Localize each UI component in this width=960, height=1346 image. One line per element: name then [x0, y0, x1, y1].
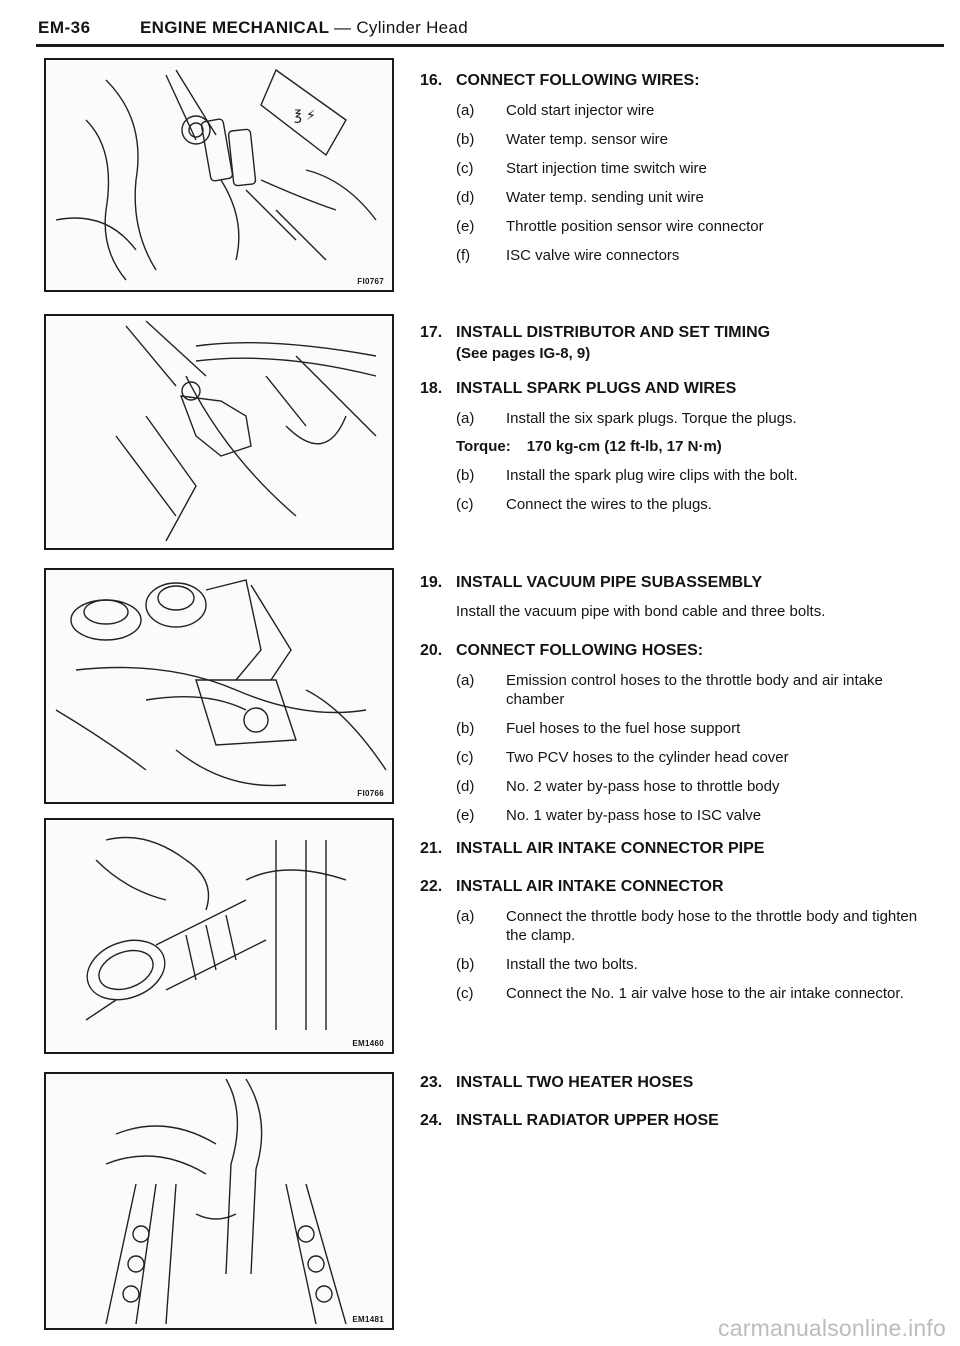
figure-air-intake	[44, 818, 394, 1054]
step-heading	[420, 640, 940, 661]
step-text: Install the vacuum pipe with bond cable and three bolts.	[456, 603, 826, 620]
list-item: (c) Connect the No. 1 air valve hose to the air intake connector.	[456, 985, 904, 1002]
list-item: (c) Two PCV hoses to the cylinder head cover	[456, 749, 789, 766]
list-item: (a) Install the six spark plugs. Torque the plugs.	[456, 410, 797, 427]
step-16	[420, 70, 940, 265]
figure-code: EM1481	[352, 1315, 384, 1324]
list-item: (b) Install the two bolts.	[456, 956, 638, 973]
list-item: (b) Fuel hoses to the fuel hose support	[456, 720, 741, 737]
page-number: EM-36	[38, 18, 91, 37]
figure-distributor	[44, 314, 394, 550]
step-number: 22.	[420, 878, 443, 895]
figure-code: EM1460	[352, 1039, 384, 1048]
step-title: INSTALL TWO HEATER HOSES	[456, 1074, 694, 1091]
step-title: INSTALL AIR INTAKE CONNECTOR	[456, 878, 724, 895]
step-22	[420, 876, 940, 1003]
step-number: 19.	[420, 574, 443, 591]
section-subtitle: — Cylinder Head	[334, 18, 468, 37]
figure-code: FI0767	[357, 277, 384, 286]
list-item: (a) Cold start injector wire	[456, 102, 655, 119]
step-number: 17.	[420, 324, 443, 341]
list-item: (e) Throttle position sensor wire connector	[456, 218, 764, 235]
torque-spec: Torque: 170 kg-cm (12 ft-lb, 17 N·m)	[456, 438, 722, 455]
step-24	[420, 1110, 940, 1131]
step-title: INSTALL RADIATOR UPPER HOSE	[456, 1112, 719, 1129]
step-number: 21.	[420, 840, 443, 857]
step-number: 24.	[420, 1112, 443, 1129]
step-title: INSTALL SPARK PLUGS AND WIRES	[456, 380, 737, 397]
list-item: (d) No. 2 water by-pass hose to throttle body	[456, 778, 780, 795]
step-heading	[420, 1110, 940, 1131]
step-21	[420, 838, 940, 859]
header-rule	[36, 44, 944, 47]
step-number: 23.	[420, 1074, 443, 1091]
heater-hose-illustration	[46, 1074, 392, 1328]
list-item: (b) Install the spark plug wire clips with the bolt.	[456, 467, 798, 484]
step-number: 16.	[420, 72, 443, 89]
distributor-hand-illustration	[46, 316, 392, 548]
step-heading	[420, 1072, 940, 1093]
figure-hose-pliers	[44, 568, 394, 804]
wire-connectors-illustration	[46, 60, 392, 290]
figure-code: FI0766	[357, 789, 384, 798]
air-intake-connector-illustration	[46, 820, 392, 1052]
step-title: INSTALL VACUUM PIPE SUBASSEMBLY	[456, 574, 763, 591]
figure-wire-connectors	[44, 58, 394, 292]
svg-text:℥ ⚡: ℥ ⚡	[294, 107, 316, 123]
figure-heater-hose	[44, 1072, 394, 1330]
step-20	[420, 640, 940, 825]
page-reference: (See pages IG-8, 9)	[456, 345, 591, 362]
list-item: (c) Start injection time switch wire	[456, 160, 707, 177]
step-18	[420, 378, 940, 514]
page-header	[0, 0, 960, 50]
list-item: (c) Connect the wires to the plugs.	[456, 496, 712, 513]
step-heading	[420, 572, 940, 593]
step-title: CONNECT FOLLOWING WIRES:	[456, 72, 700, 89]
step-title: CONNECT FOLLOWING HOSES:	[456, 642, 704, 659]
hose-clamp-pliers-illustration	[46, 570, 392, 802]
list-item: (e) No. 1 water by-pass hose to ISC valve	[456, 807, 762, 824]
step-heading	[420, 322, 940, 364]
step-number: 20.	[420, 642, 443, 659]
list-item: (d) Water temp. sending unit wire	[456, 189, 704, 206]
step-heading	[420, 70, 940, 91]
list-item: (f) ISC valve wire connectors	[456, 247, 680, 264]
step-heading	[420, 838, 940, 859]
list-item: (a) Emission control hoses to the throttle body and air intake chamber	[456, 672, 883, 708]
step-number: 18.	[420, 380, 443, 397]
list-item: (b) Water temp. sensor wire	[456, 131, 668, 148]
step-19	[420, 572, 940, 621]
section-title: ENGINE MECHANICAL	[140, 18, 329, 37]
step-heading	[420, 378, 940, 399]
step-heading	[420, 876, 940, 897]
watermark-text: carmanualsonline.info	[718, 1315, 946, 1341]
step-title: INSTALL DISTRIBUTOR AND SET TIMING	[456, 324, 771, 341]
list-item: (a) Connect the throttle body hose to the throttle body and tighten the clamp.	[456, 908, 918, 944]
step-17	[420, 322, 940, 364]
page-title	[140, 18, 468, 38]
step-23	[420, 1072, 940, 1093]
step-title: INSTALL AIR INTAKE CONNECTOR PIPE	[456, 840, 765, 857]
